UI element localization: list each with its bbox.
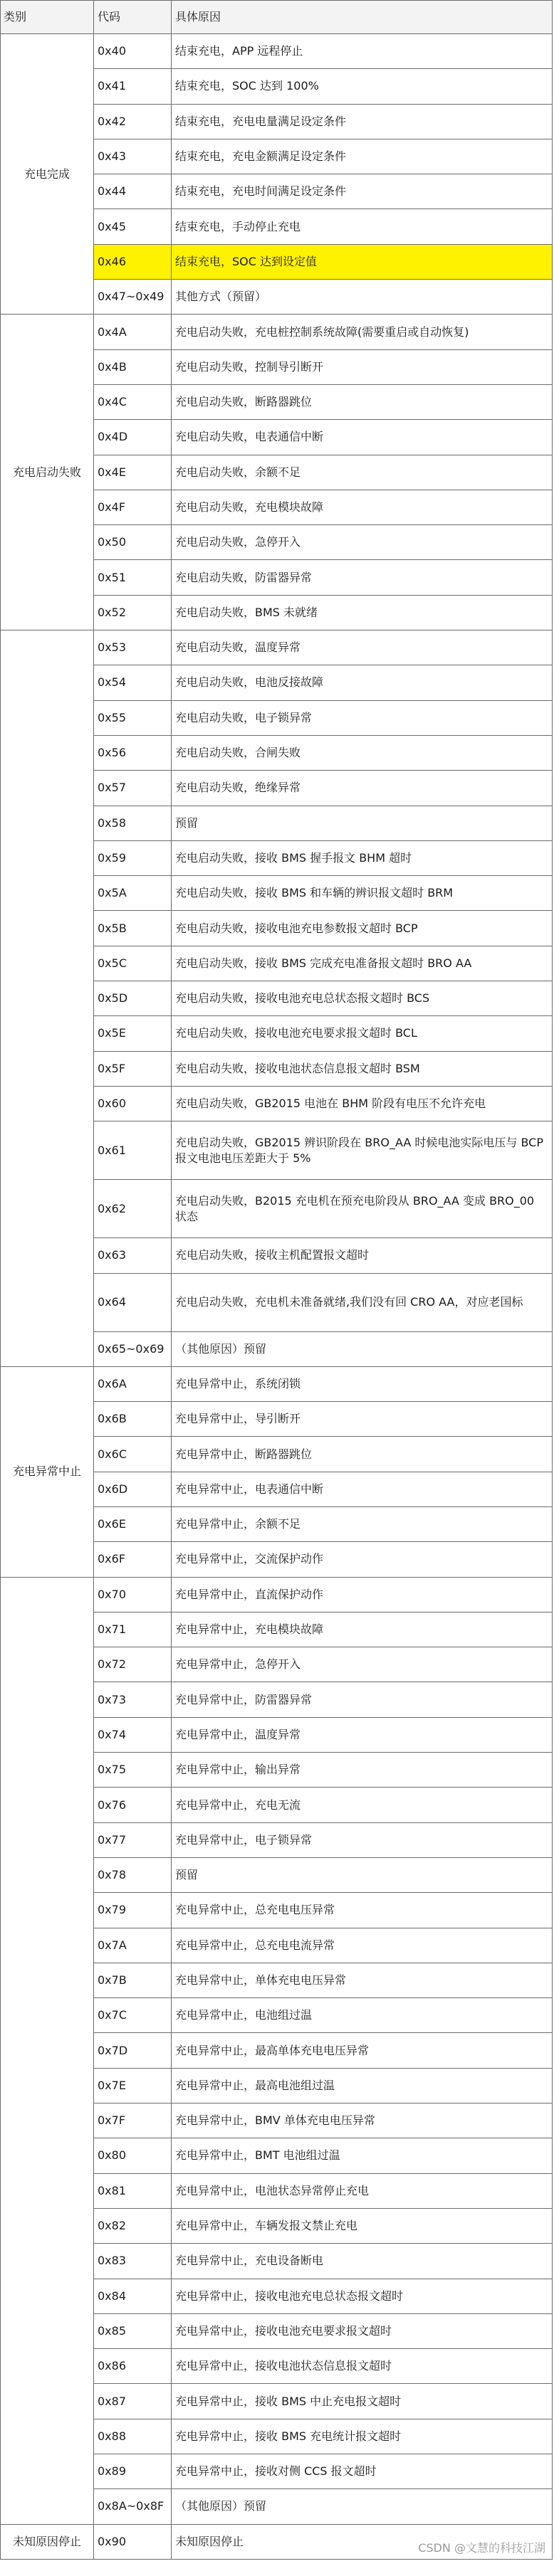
code-cell: 0x7A <box>94 1928 172 1963</box>
reason-cell: 充电启动失败，控制导引断开 <box>172 349 553 384</box>
reason-cell: 充电异常中止，接收 BMS 充电统计报文超时 <box>172 2419 553 2454</box>
reason-cell: 充电启动失败，急停开入 <box>172 525 553 560</box>
reason-cell: 充电异常中止，BMT 电池组过温 <box>172 2138 553 2173</box>
code-cell: 0x89 <box>94 2454 172 2489</box>
code-cell: 0x4D <box>94 420 172 455</box>
reason-cell: 充电异常中止，余额不足 <box>172 1506 553 1541</box>
header-category: 类别 <box>1 1 94 34</box>
header-code: 代码 <box>94 1 172 34</box>
code-cell: 0x6F <box>94 1542 172 1577</box>
reason-cell: 充电启动失败，接收 BMS 握手报文 BHM 超时 <box>172 840 553 875</box>
header-row <box>1 1 553 34</box>
reason-cell: 结束充电，充电时间满足设定条件 <box>172 174 553 209</box>
reason-cell: 充电启动失败，接收电池充电要求报文超时 BCL <box>172 1016 553 1051</box>
code-cell: 0x6D <box>94 1472 172 1506</box>
code-cell: 0x5A <box>94 876 172 911</box>
table-row <box>1 630 553 665</box>
reason-cell: 充电异常中止，温度异常 <box>172 1717 553 1752</box>
code-cell: 0x80 <box>94 2138 172 2173</box>
code-cell: 0x4E <box>94 455 172 490</box>
code-cell: 0x50 <box>94 525 172 560</box>
code-cell: 0x45 <box>94 209 172 244</box>
reason-cell: 充电启动失败，断路器跳位 <box>172 384 553 419</box>
category-cell: 充电启动失败 <box>1 315 94 630</box>
code-cell: 0x41 <box>94 69 172 104</box>
code-cell: 0x58 <box>94 806 172 840</box>
table-row <box>1 1577 553 1612</box>
reason-cell: 充电异常中止，最高单体充电电压异常 <box>172 2033 553 2068</box>
code-cell: 0x7F <box>94 2103 172 2138</box>
code-cell: 0x60 <box>94 1086 172 1121</box>
code-cell: 0x7D <box>94 2033 172 2068</box>
code-cell: 0x5C <box>94 946 172 981</box>
code-cell: 0x75 <box>94 1753 172 1788</box>
reason-cell: 充电异常中止，车辆发报文禁止充电 <box>172 2208 553 2243</box>
reason-cell: 充电异常中止，BMV 单体充电电压异常 <box>172 2103 553 2138</box>
category-cell: 未知原因停止 <box>1 2524 94 2559</box>
code-cell: 0x87 <box>94 2384 172 2419</box>
code-cell: 0x55 <box>94 700 172 735</box>
reason-cell: 充电异常中止，防雷器异常 <box>172 1682 553 1717</box>
reason-cell: 充电异常中止，接收电池充电要求报文超时 <box>172 2313 553 2348</box>
reason-cell: 充电异常中止，接收电池充电总状态报文超时 <box>172 2279 553 2313</box>
reason-cell: 充电启动失败，接收电池状态信息报文超时 BSM <box>172 1051 553 1086</box>
code-cell: 0x53 <box>94 630 172 665</box>
code-cell: 0x4C <box>94 384 172 419</box>
code-cell: 0x62 <box>94 1180 172 1238</box>
code-cell: 0x5E <box>94 1016 172 1051</box>
category-cell <box>1 1577 94 2524</box>
reason-cell: 充电启动失败，GB2015 电池在 BHM 阶段有电压不允许充电 <box>172 1086 553 1121</box>
code-cell: 0x43 <box>94 139 172 174</box>
reason-cell: 充电异常中止，导引断开 <box>172 1402 553 1437</box>
code-cell: 0x6C <box>94 1437 172 1472</box>
code-cell: 0x71 <box>94 1612 172 1647</box>
reason-cell: 充电异常中止，接收 BMS 中止充电报文超时 <box>172 2384 553 2419</box>
reason-cell: 充电启动失败，绝缘异常 <box>172 771 553 806</box>
reason-cell: 充电启动失败，接收电池充电参数报文超时 BCP <box>172 911 553 946</box>
reason-cell: 充电异常中止，输出异常 <box>172 1753 553 1788</box>
code-cell: 0x7B <box>94 1963 172 1997</box>
code-cell: 0x4A <box>94 315 172 349</box>
reason-cell: 结束充电，充电金额满足设定条件 <box>172 139 553 174</box>
code-cell: 0x84 <box>94 2279 172 2313</box>
code-cell: 0x59 <box>94 840 172 875</box>
reason-cell: 结束充电，APP 远程停止 <box>172 34 553 69</box>
reason-cell: 充电启动失败，接收电池充电总状态报文超时 BCS <box>172 981 553 1016</box>
code-cell: 0x7E <box>94 2068 172 2103</box>
code-cell: 0x88 <box>94 2419 172 2454</box>
code-cell: 0x4B <box>94 349 172 384</box>
reason-cell: 充电异常中止，电子锁异常 <box>172 1822 553 1857</box>
code-cell: 0x7C <box>94 1998 172 2033</box>
category-cell: 充电完成 <box>1 34 94 315</box>
reason-cell: 充电异常中止，充电无流 <box>172 1788 553 1822</box>
reason-cell: 充电异常中止，接收对侧 CCS 报文超时 <box>172 2454 553 2489</box>
category-cell <box>1 630 94 1367</box>
code-cell: 0x4F <box>94 490 172 524</box>
code-cell: 0x56 <box>94 735 172 770</box>
reason-cell: 充电异常中止，系统闭锁 <box>172 1366 553 1401</box>
reason-cell: 充电异常中止，直流保护动作 <box>172 1577 553 1612</box>
code-cell: 0x63 <box>94 1238 172 1273</box>
reason-cell: 充电启动失败，合闸失败 <box>172 735 553 770</box>
reason-cell: 充电异常中止，急停开入 <box>172 1647 553 1682</box>
reason-cell: 充电异常中止，总充电电压异常 <box>172 1893 553 1928</box>
code-cell: 0x70 <box>94 1577 172 1612</box>
reason-cell: 预留 <box>172 1857 553 1892</box>
code-cell: 0x78 <box>94 1857 172 1892</box>
code-cell: 0x64 <box>94 1273 172 1331</box>
reason-cell: （其他原因）预留 <box>172 2489 553 2524</box>
code-cell: 0x44 <box>94 174 172 209</box>
table-row <box>1 1366 553 1401</box>
header-reason: 具体原因 <box>172 1 553 34</box>
reason-cell: 充电启动失败，充电机未准备就绪,我们没有回 CRO AA，对应老国标 <box>172 1273 553 1331</box>
reason-cell: 充电启动失败，充电模块故障 <box>172 490 553 524</box>
reason-cell: 充电启动失败，防雷器异常 <box>172 560 553 595</box>
code-cell: 0x82 <box>94 2208 172 2243</box>
code-cell: 0x90 <box>94 2524 172 2559</box>
code-cell: 0x86 <box>94 2349 172 2384</box>
reason-cell: 充电异常中止，充电设备断电 <box>172 2244 553 2279</box>
category-cell: 充电异常中止 <box>1 1366 94 1577</box>
table-row <box>1 34 553 69</box>
code-cell: 0x83 <box>94 2244 172 2279</box>
reason-cell: 充电异常中止，充电模块故障 <box>172 1612 553 1647</box>
reason-cell: 充电启动失败，BMS 未就绪 <box>172 595 553 630</box>
reason-cell: 充电异常中止，最高电池组过温 <box>172 2068 553 2103</box>
code-cell: 0x40 <box>94 34 172 69</box>
code-cell: 0x47~0x49 <box>94 280 172 315</box>
reason-cell: 充电启动失败，温度异常 <box>172 630 553 665</box>
reason-cell: 充电异常中止，电池状态异常停止充电 <box>172 2173 553 2208</box>
code-cell: 0x65~0x69 <box>94 1331 172 1366</box>
code-cell: 0x61 <box>94 1121 172 1180</box>
reason-cell: 充电启动失败，电池反接故障 <box>172 665 553 700</box>
code-cell: 0x51 <box>94 560 172 595</box>
reason-cell: 充电启动失败，B2015 充电机在预充电阶段从 BRO_AA 变成 BRO_00 状态 <box>172 1180 553 1238</box>
code-cell: 0x6A <box>94 1366 172 1401</box>
reason-cell: 充电异常中止，断路器跳位 <box>172 1437 553 1472</box>
reason-cell: 充电启动失败，GB2015 辨识阶段在 BRO_AA 时候电池实际电压与 BCP 报文电池电压差距大于 5% <box>172 1121 553 1180</box>
code-cell: 0x6E <box>94 1506 172 1541</box>
code-cell: 0x5B <box>94 911 172 946</box>
reason-cell: 充电启动失败，接收 BMS 完成充电准备报文超时 BRO AA <box>172 946 553 981</box>
code-cell: 0x85 <box>94 2313 172 2348</box>
reason-cell: 充电异常中止，交流保护动作 <box>172 1542 553 1577</box>
reason-cell: 充电启动失败，接收 BMS 和车辆的辨识报文超时 BRM <box>172 876 553 911</box>
reason-cell: 充电启动失败，余额不足 <box>172 455 553 490</box>
reason-cell: 结束充电，SOC 达到 100% <box>172 69 553 104</box>
reason-cell: 充电启动失败，电子锁异常 <box>172 700 553 735</box>
code-cell: 0x5F <box>94 1051 172 1086</box>
code-cell: 0x42 <box>94 104 172 139</box>
code-cell: 0x81 <box>94 2173 172 2208</box>
reason-cell: 充电启动失败，接收主机配置报文超时 <box>172 1238 553 1273</box>
reason-cell: 充电异常中止，电表通信中断 <box>172 1472 553 1506</box>
code-cell: 0x8A~0x8F <box>94 2489 172 2524</box>
reason-cell: 预留 <box>172 806 553 840</box>
code-cell: 0x73 <box>94 1682 172 1717</box>
table-row <box>1 315 553 349</box>
reason-cell: 结束充电，充电电量满足设定条件 <box>172 104 553 139</box>
code-cell: 0x52 <box>94 595 172 630</box>
code-cell: 0x46 <box>94 244 172 279</box>
code-cell: 0x79 <box>94 1893 172 1928</box>
reason-cell: 充电启动失败，充电桩控制系统故障(需要重启或自动恢复) <box>172 315 553 349</box>
reason-cell: 充电启动失败，电表通信中断 <box>172 420 553 455</box>
code-cell: 0x5D <box>94 981 172 1016</box>
reason-cell: 未知原因停止 <box>172 2524 553 2559</box>
reason-cell: 充电异常中止，电池组过温 <box>172 1998 553 2033</box>
reason-cell: 其他方式（预留） <box>172 280 553 315</box>
code-cell: 0x57 <box>94 771 172 806</box>
code-cell: 0x72 <box>94 1647 172 1682</box>
reason-cell: 结束充电，SOC 达到设定值 <box>172 244 553 279</box>
code-cell: 0x74 <box>94 1717 172 1752</box>
code-cell: 0x6B <box>94 1402 172 1437</box>
reason-cell: 结束充电，手动停止充电 <box>172 209 553 244</box>
watermark: CSDN @文慧的科技江湖 <box>418 2540 545 2555</box>
reason-cell: 充电异常中止，接收电池状态信息报文超时 <box>172 2349 553 2384</box>
reason-cell: （其他原因）预留 <box>172 1331 553 1366</box>
reason-cell: 充电异常中止，总充电电流异常 <box>172 1928 553 1963</box>
code-cell: 0x54 <box>94 665 172 700</box>
code-cell: 0x76 <box>94 1788 172 1822</box>
code-cell: 0x77 <box>94 1822 172 1857</box>
reason-cell: 充电异常中止，单体充电电压异常 <box>172 1963 553 1997</box>
